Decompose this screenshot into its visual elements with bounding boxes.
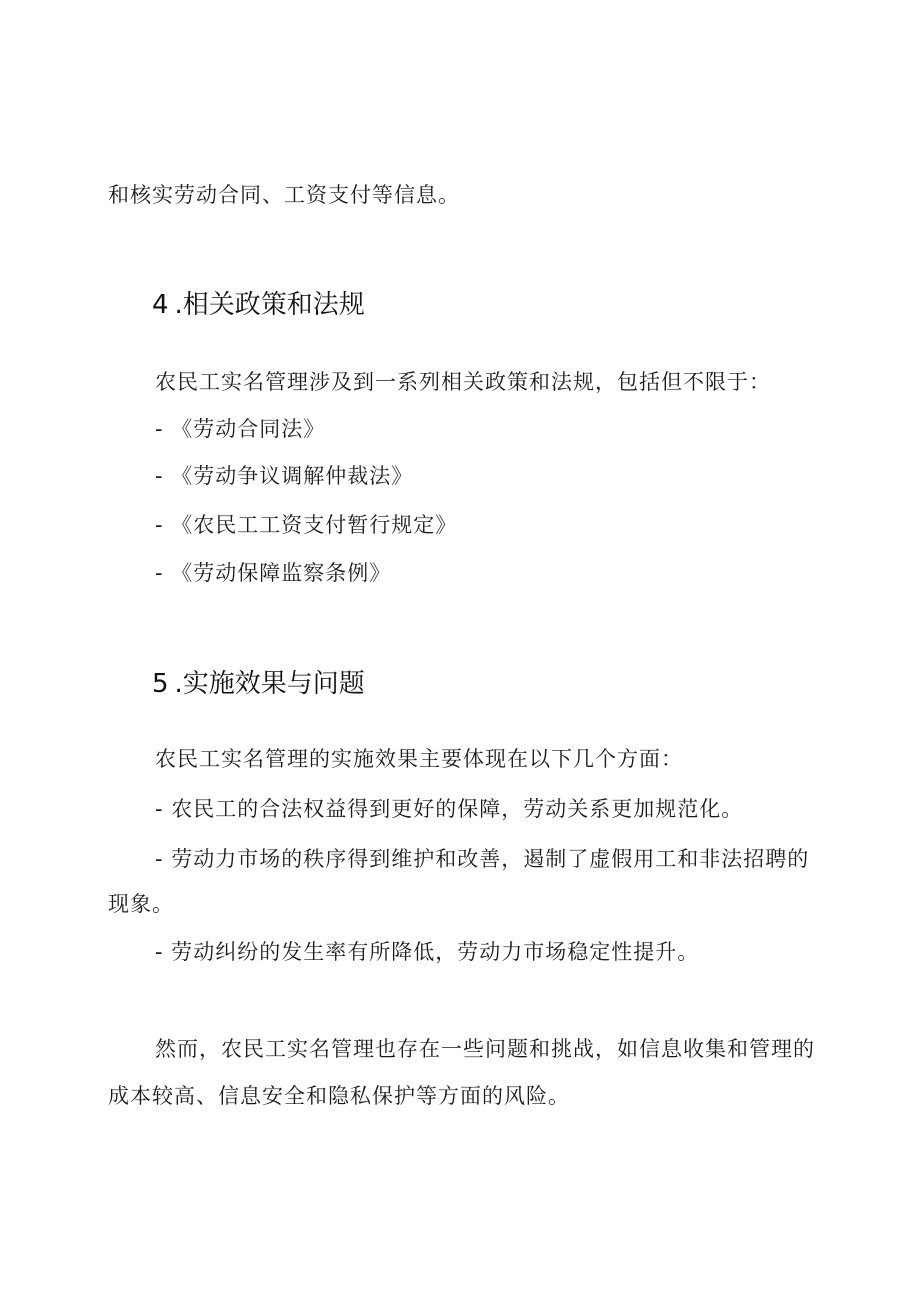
- section-5-heading: [152, 666, 365, 702]
- section-5-title: .实施效果与问题: [174, 669, 365, 699]
- section-4-title: .相关政策和法规: [174, 290, 365, 320]
- law-list-item: - 《农民工工资支付暂行规定》: [155, 513, 458, 537]
- section-4-number: 4: [152, 290, 175, 320]
- section-5-intro: 农民工实名管理的实施效果主要体现在以下几个方面：: [155, 747, 683, 771]
- law-list-item: - 《劳动合同法》: [155, 417, 326, 441]
- continuation-text: 和核实劳动合同、工资支付等信息。: [108, 183, 460, 207]
- law-list-item: - 《劳动争议调解仲裁法》: [155, 464, 414, 488]
- closing-paragraph-line-2: 成本较高、信息安全和隐私保护等方面的风险。: [108, 1084, 570, 1108]
- law-list-item: - 《劳动保障监察条例》: [155, 561, 392, 585]
- closing-paragraph-line-1: 然而，农民工实名管理也存在一些问题和挑战，如信息收集和管理的: [155, 1037, 815, 1061]
- effect-item-3: - 劳动纠纷的发生率有所降低，劳动力市场稳定性提升。: [155, 940, 700, 964]
- section-5-number: 5: [152, 669, 175, 699]
- section-4-intro: 农民工实名管理涉及到一系列相关政策和法规，包括但不限于：: [155, 370, 771, 394]
- effect-item-2-line-1: - 劳动力市场的秩序得到维护和改善，遏制了虚假用工和非法招聘的: [155, 847, 810, 871]
- effect-item-2-line-2: 现象。: [108, 892, 174, 916]
- effect-item-1: - 农民工的合法权益得到更好的保障，劳动关系更加规范化。: [155, 797, 744, 821]
- section-4-heading: [152, 287, 365, 323]
